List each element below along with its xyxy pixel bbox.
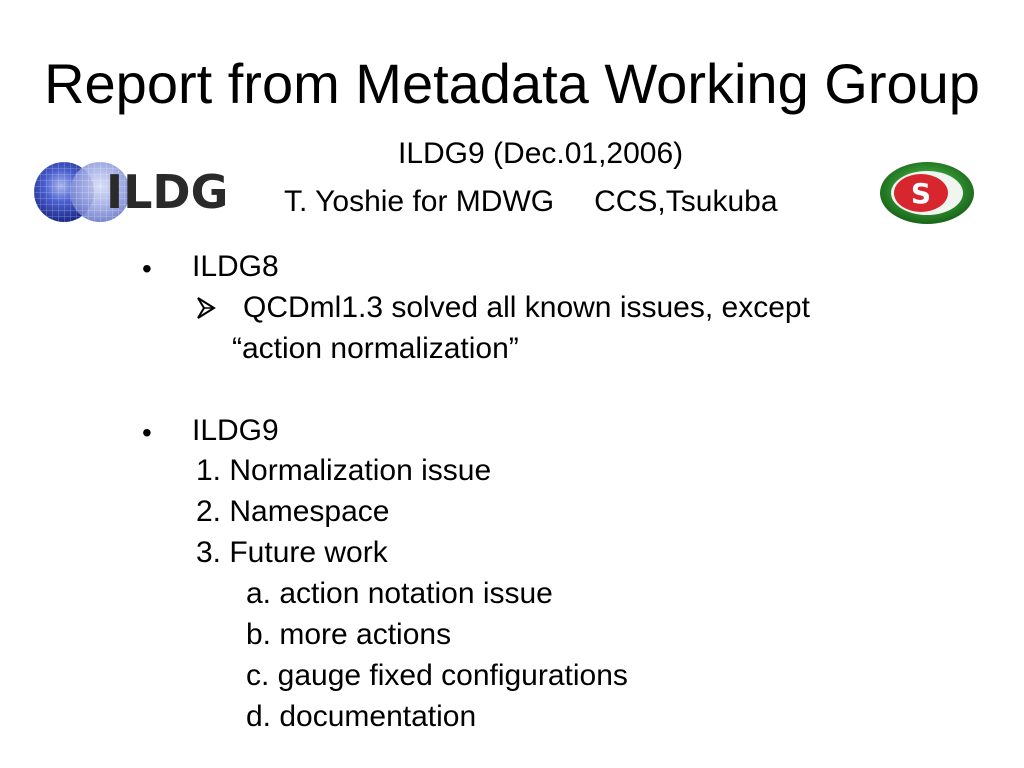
ccs-logo-text: S <box>910 177 932 210</box>
slide-title: Report from Metadata Working Group <box>44 52 980 115</box>
ildg8-detail-line2: “action normalization” <box>232 332 519 365</box>
future-work-subitem: b. more actions <box>246 618 452 651</box>
subtitle-author: T. Yoshie for MDWG <box>284 185 555 218</box>
bullet-ildg8: ILDG8 <box>192 250 279 283</box>
ildg9-item: 2. Namespace <box>196 495 390 528</box>
ildg9-item: 3. Future work <box>196 536 388 569</box>
subtitle-affiliation: CCS,Tsukuba <box>594 185 778 218</box>
subtitle-author-line <box>284 184 778 220</box>
ccs-logo <box>878 160 976 226</box>
ildg-logo <box>34 156 240 228</box>
ildg8-detail-line1: QCDml1.3 solved all known issues, except <box>243 291 810 324</box>
arrow-icon <box>196 296 216 320</box>
future-work-subitem: a. action notation issue <box>246 577 553 610</box>
future-work-subitem: d. documentation <box>246 700 477 733</box>
ildg-logo-text: ILDG <box>106 165 229 219</box>
bullet-icon: • <box>142 253 152 284</box>
ildg9-item: 1. Normalization issue <box>196 454 492 487</box>
bullet-ildg9: ILDG9 <box>192 414 279 447</box>
future-work-subitem: c. gauge fixed configurations <box>246 659 628 692</box>
subtitle-event: ILDG9 (Dec.01,2006) <box>398 137 684 170</box>
bullet-icon: • <box>142 417 152 448</box>
